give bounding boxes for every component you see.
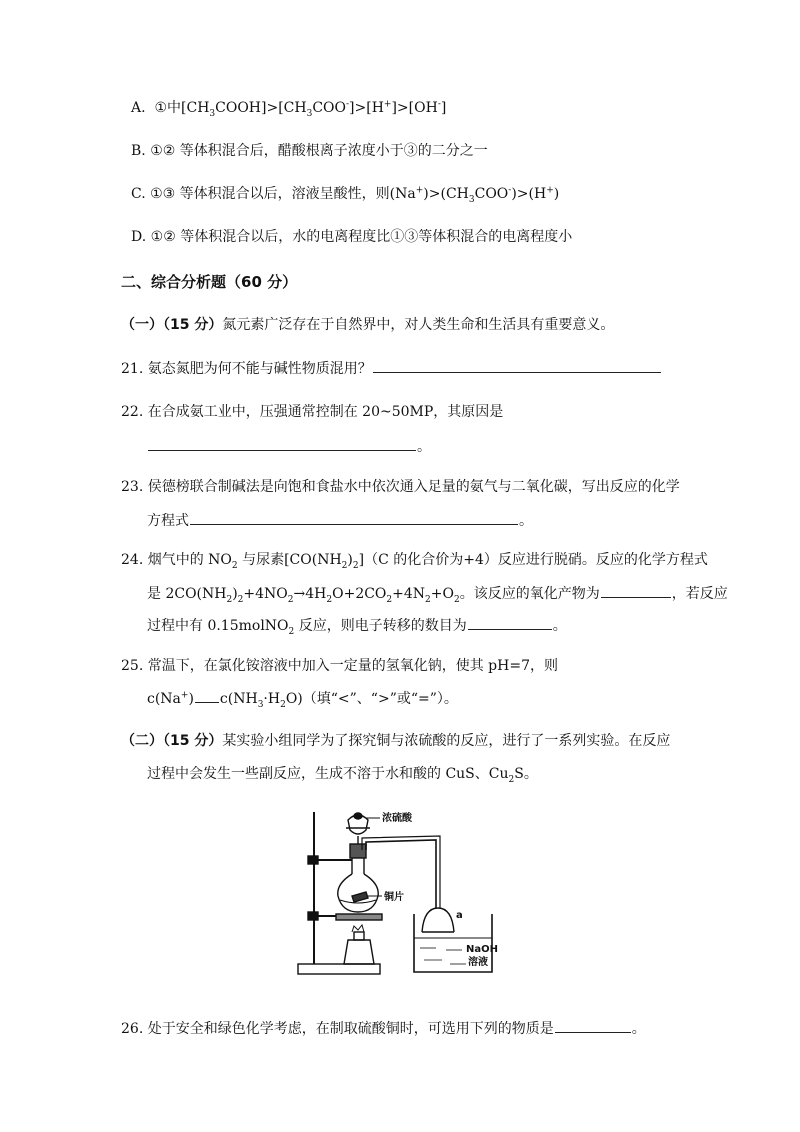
- stand-base: [298, 964, 380, 974]
- label-solution: 溶液: [468, 957, 488, 968]
- question-26: 26. 处于安全和绿色化学考虑，在制取硫酸铜时，可选用下列的物质是 。: [121, 1018, 646, 1039]
- question-21: 21. 氨态氮肥为何不能与碱性物质混用？: [121, 358, 662, 379]
- flask-stopper: [350, 844, 366, 858]
- option-c: C. ①③ 等体积混合以后，溶液呈酸性，则$(Na^+)>(CH_3COO^-)>(H^+)$: [131, 185, 560, 205]
- label-a: a: [456, 910, 463, 921]
- answer-blank-26[interactable]: [555, 1018, 631, 1033]
- option-a: A. ①中$[CH_3COOH]>[CH_3COO^-]>[H^+]>[OH^-]$: [131, 99, 447, 119]
- label-naoh: NaOH: [466, 944, 498, 955]
- question-23-line2: 方程式 。: [147, 510, 533, 531]
- option-b-label: B.: [131, 143, 146, 159]
- round-flask: [338, 874, 378, 912]
- part-one-head: （一）（15 分）: [121, 317, 223, 333]
- question-23: 23. 侯德榜联合制碱法是向饱和食盐水中依次通入足量的氨气与二氧化碳，写出反应的化学: [121, 479, 680, 495]
- part-two-intro: （二）（15 分）某实验小组同学为了探究铜与浓硫酸的反应，进行了一系列实验。在反应: [121, 733, 671, 749]
- inverted-funnel: [422, 908, 454, 932]
- flame: [352, 925, 364, 932]
- lamp-wick-holder: [354, 932, 364, 940]
- answer-blank-24b[interactable]: [468, 615, 552, 630]
- ring-clamp-knob: [308, 912, 318, 920]
- apparatus-diagram: [296, 804, 512, 980]
- wire-gauze: [336, 914, 382, 920]
- answer-blank-21[interactable]: [373, 358, 661, 373]
- option-a-label: A.: [131, 100, 146, 116]
- question-24-line2: 是 $2CO(NH_2)_2+4NO_2\to 4H_2O+2CO_2+4N_2+O_2$。该反应的氧化产物为 ，若反应: [147, 583, 728, 604]
- copper-strip: [352, 892, 368, 902]
- option-c-label: C.: [131, 186, 146, 202]
- question-24: 24. 烟气中的 $NO_2$ 与尿素$[CO(NH_2)_2](C$ 的化合价为+4）反应进行脱硝。反应的化学方程式: [121, 552, 708, 571]
- answer-blank-24a[interactable]: [601, 583, 671, 598]
- answer-blank-23[interactable]: [190, 510, 518, 525]
- question-22: 22. 在合成氨工业中，压强通常控制在 20~50MP，其原因是: [121, 404, 504, 420]
- part-one-intro: （一）（15 分）氮元素广泛存在于自然界中，对人类生命和生活具有重要意义。: [121, 317, 615, 333]
- option-b: B. ①② 等体积混合后，醋酸根离子浓度小于③的二分之一: [131, 143, 488, 159]
- upper-clamp-knob: [308, 856, 318, 864]
- part-two-line2: 过程中会发生一些副反应，生成不溶于水和酸的 CuS、$Cu_2S$。: [147, 766, 538, 785]
- option-d: D. ①② 等体积混合以后，水的电离程度比①③等体积混合的电离程度小: [131, 229, 573, 245]
- question-25: 25. 常温下，在氯化铵溶液中加入一定量的氢氧化钠，使其 pH=7，则: [121, 658, 558, 674]
- answer-blank-25[interactable]: [195, 688, 219, 703]
- label-copper: 铜片: [384, 892, 404, 903]
- part-two-head: （二）（15 分）: [121, 733, 223, 749]
- label-concentrated-acid: 浓硫酸: [382, 813, 412, 824]
- question-22-answer-line: 。: [147, 436, 431, 457]
- question-25-line2: c(Na+) $c(NH_3\cdot H_2O)$（填“<”、“>”或“=”）。: [147, 688, 458, 709]
- answer-blank-22[interactable]: [148, 436, 416, 451]
- question-24-line3: 过程中有 0.15molNO$_2$ 反应，则电子转移的数目为 。: [147, 615, 567, 636]
- section-title: 二、综合分析题（60 分）: [121, 273, 298, 291]
- option-d-label: D.: [131, 229, 147, 245]
- alcohol-lamp: [344, 940, 374, 964]
